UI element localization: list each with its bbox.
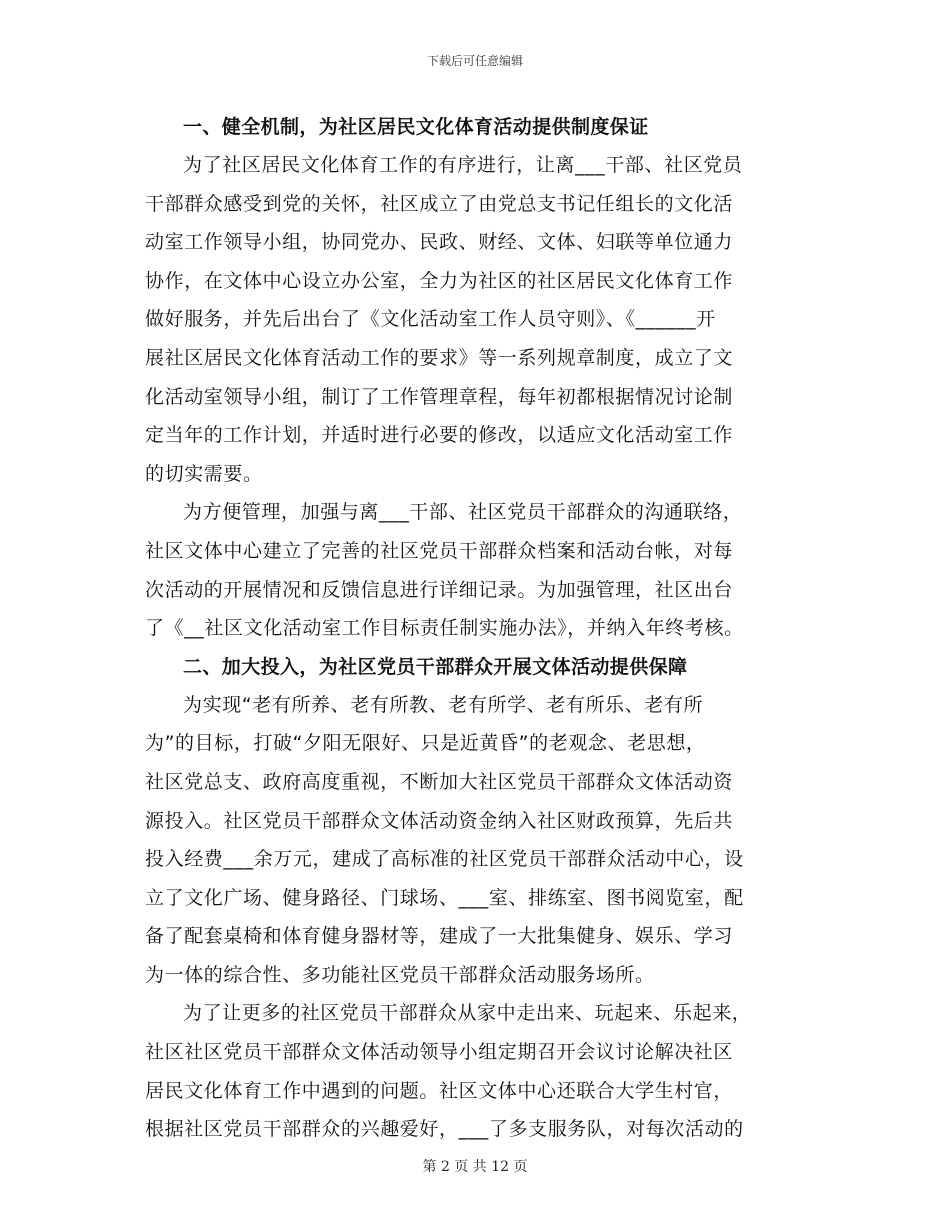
page-footer: 第 2 页 共 12 页 (422, 1159, 528, 1175)
text-line: 为方便管理，加强与离___干部、社区党员干部群众的沟通联络， (183, 501, 743, 524)
text-line: 社区社区党员干部群众文体活动领导小组定期召开会议讨论解决社区 (145, 1041, 734, 1064)
text-line: 干部群众感受到党的关怀，社区成立了由党总支书记任组长的文化活 (145, 192, 734, 215)
page-header: 下载后可任意编辑 (426, 54, 523, 68)
text-line: 社区党总支、政府高度重视，不断加大社区党员干部群众文体活动资 (145, 770, 734, 793)
text-line: 为了让更多的社区党员干部群众从家中走出来、玩起来、乐起来， (183, 1002, 752, 1025)
text-line: 投入经费___余万元，建成了高标准的社区党员干部群众活动中心，设 (145, 848, 744, 871)
text-line: 化活动室领导小组，制订了工作管理章程，每年初都根据情况讨论制 (145, 385, 734, 408)
paragraph-2-1 (145, 686, 803, 995)
document-body (145, 108, 803, 1149)
text-line: 动室工作领导小组，协同党办、民政、财经、文体、妇联等单位通力 (145, 231, 734, 254)
paragraph-2-2 (145, 994, 803, 1148)
text-line: 为”的目标，打破“夕阳无限好、只是近黄昏”的老观念、老思想， (145, 732, 706, 755)
text-line: 源投入。社区党员干部群众文体活动资金纳入社区财政预算，先后共 (145, 809, 734, 832)
section-heading-1: 一、健全机制，为社区居民文化体育活动提供制度保证 (183, 116, 649, 138)
text-line: 为了社区居民文化体育工作的有序进行，让离___干部、社区党员 (183, 154, 743, 176)
text-line: 协作，在文体中心设立办公室，全力为社区的社区居民文化体育工作 (145, 269, 734, 292)
text-line: 展社区居民文化体育活动工作的要求》等一系列规章制度，成立了文 (145, 346, 734, 369)
text-line: 次活动的开展情况和反馈信息进行详细记录。为加强管理，社区出台 (145, 578, 734, 601)
section-heading-2: 二、加大投入，为社区党员干部群众开展文体活动提供保障 (183, 655, 688, 678)
text-line: 为一体的综合性、多功能社区党员干部群众活动服务场所。 (145, 963, 655, 986)
text-line: 社区文体中心建立了完善的社区党员干部群众档案和活动台帐，对每 (145, 539, 734, 562)
text-line: 根据社区党员干部群众的兴趣爱好，___了多支服务队，对每次活动的 (145, 1118, 744, 1141)
text-line: 备了配套桌椅和体育健身器材等，建成了一大批集健身、娱乐、学习 (145, 925, 734, 948)
text-line: 的切实需要。 (145, 462, 263, 485)
text-line: 了《__社区文化活动室工作目标责任制实施办法》，并纳入年终考核。 (145, 617, 744, 640)
paragraph-1-2 (145, 493, 803, 647)
text-line: 为实现“老有所养、老有所教、老有所学、老有所乐、老有所 (183, 693, 704, 716)
text-line: 居民文化体育工作中遇到的问题。社区文体中心还联合大学生村官， (145, 1079, 734, 1102)
paragraph-1-1 (145, 146, 803, 493)
text-line: 立了文化广场、健身路径、门球场、___室、排练室、图书阅览室，配 (145, 886, 744, 909)
text-line: 做好服务，并先后出台了《文化活动室工作人员守则》、《______开 (145, 308, 716, 331)
text-line: 定当年的工作计划，并适时进行必要的修改，以适应文化活动室工作 (145, 424, 734, 447)
